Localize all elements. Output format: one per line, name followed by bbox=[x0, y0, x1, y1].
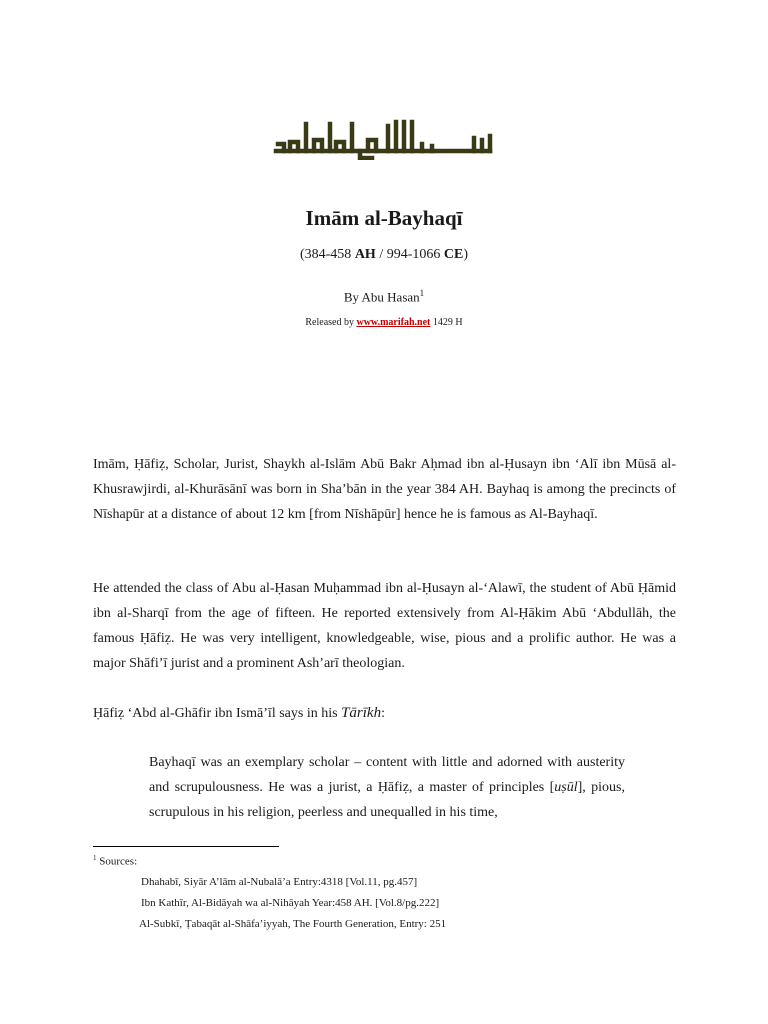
paragraph-1: Imām, Ḥāfiẓ, Scholar, Jurist, Shaykh al-Islām Abū Bakr Aḥmad ibn al-Ḥusayn ibn ‘Alī ibn Mūsā al-Khusrawjirdi, al-Khurāsānī was born in Sha’bān in the year 384 AH. Bayhaq is among the precincts of Nīshapūr at a distance of about 12 km [from Nīshāpūr] hence he is famous as Al-Bayhaqī. bbox=[93, 457, 676, 522]
dates-open: (384-458 bbox=[299, 247, 355, 262]
footnote-heading-text: Sources: bbox=[96, 855, 138, 868]
paragraph-2: He attended the class of Abu al-Ḥasan Muḥammad ibn al-Ḥusayn al-‘Alawī, the student of Abū Ḥāmid ibn al-Sharqī from the age of fifteen. He reported extensively from Al-Ḥākim Abū ‘Abdullāh, the famous Ḥāfiẓ. He was very intelligent, knowledgeable, wise, pious and a prolific author. He was a major Shāfi’ī jurist and a prominent Ash’arī theologian. bbox=[93, 581, 676, 671]
released-prefix: Released by bbox=[305, 317, 357, 328]
quote-italic-usul: uṣūl bbox=[554, 780, 578, 795]
footnote-source-1: Dhahabī, Siyār A’lām al-Nubalā’a Entry:4318 [Vol.11, pg.457] bbox=[141, 876, 418, 888]
footnote-heading-marker: 1 bbox=[93, 854, 97, 862]
paragraph-3-prefix: Ḥāfiẓ ‘Abd al-Ghāfir ibn Ismā’īl says in his bbox=[93, 706, 342, 721]
dates-ce: CE bbox=[443, 247, 464, 262]
basmala-calligraphy-icon bbox=[272, 118, 496, 160]
footnote-source-2: Ibn Kathīr, Al-Bidāyah wa al-Nihāyah Year:458 AH. [Vol.8/pg.222] bbox=[141, 897, 440, 909]
quote-part-2: ], pious, scrupulous in his religion, peerless and unequalled in his time, bbox=[149, 780, 626, 820]
paragraph-3 bbox=[93, 701, 676, 726]
quote-part-1: Bayhaqī was an exemplary scholar – content with little and adorned with austerity and scrupulousness. He was a jurist, a Ḥāfiẓ, a master of principles [ bbox=[149, 755, 625, 795]
footnote-heading bbox=[93, 854, 137, 868]
byline-text: By Abu Hasan bbox=[343, 289, 420, 305]
footnote-separator bbox=[93, 846, 279, 847]
document-title: Imām al-Bayhaqī bbox=[305, 206, 463, 230]
date-range bbox=[0, 247, 768, 263]
dates-mid: / 994-1066 bbox=[375, 247, 444, 262]
tarikh-title: Tārīkh bbox=[341, 705, 382, 721]
release-line bbox=[0, 317, 768, 328]
dates-ah: AH bbox=[354, 247, 376, 262]
paragraph-3-suffix: : bbox=[381, 706, 385, 721]
block-quote bbox=[149, 750, 625, 825]
footnote-marker[interactable]: 1 bbox=[419, 288, 425, 298]
footnote-source-3: Al-Subkī, Ṭabaqāt al-Shāfa’iyyah, The Fourth Generation, Entry: 251 bbox=[139, 918, 447, 930]
author-byline bbox=[0, 288, 768, 305]
released-suffix: 1429 H bbox=[430, 317, 463, 328]
dates-close: ) bbox=[463, 247, 468, 262]
website-link[interactable]: www.marifah.net bbox=[356, 317, 431, 328]
